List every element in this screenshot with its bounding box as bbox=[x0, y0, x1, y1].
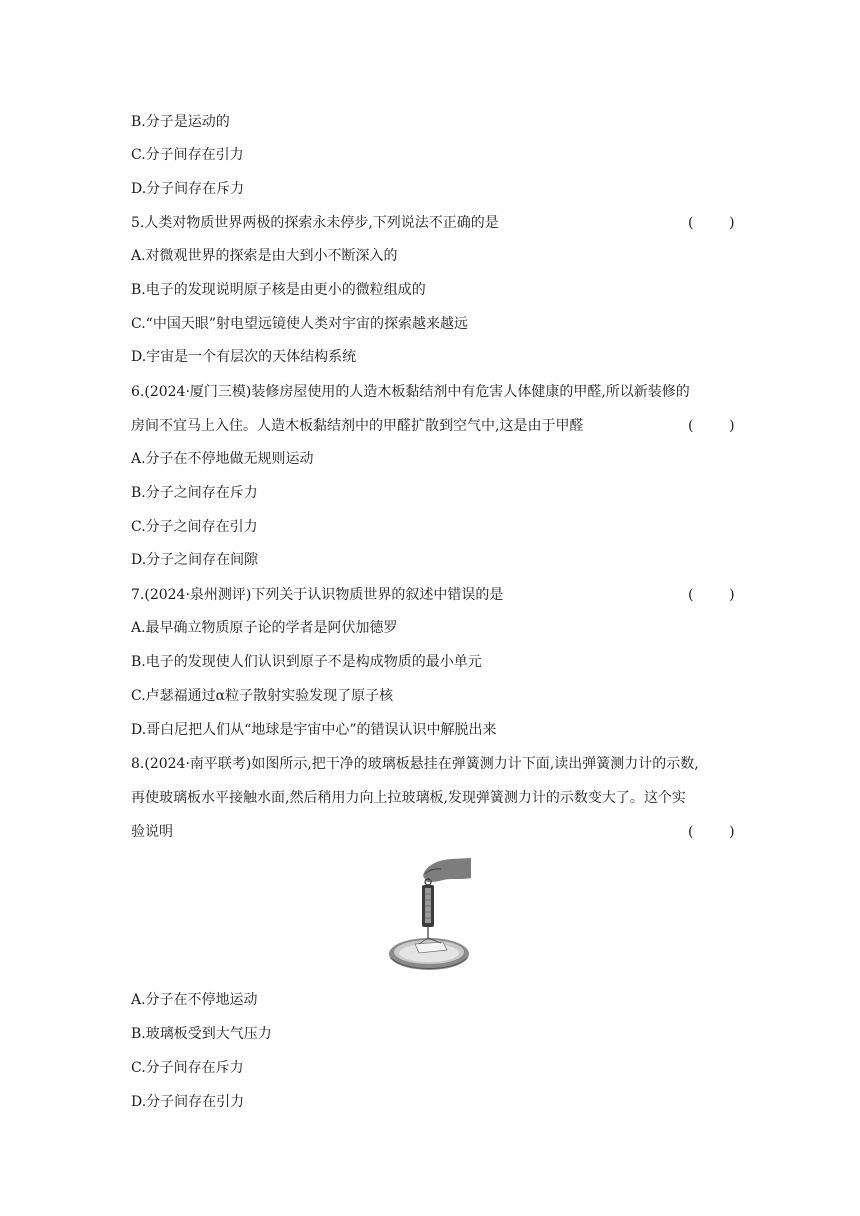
q5-option-a: A.对微观世界的探索是由大到小不断深入的 bbox=[131, 248, 398, 264]
q7-option-c: C.卢瑟福通过α粒子散射实验发现了原子核 bbox=[131, 688, 394, 704]
q6-option-b: B.分子之间存在斥力 bbox=[131, 485, 258, 501]
q8-answer-bracket: ( ) bbox=[688, 824, 735, 840]
q7-answer-bracket: ( ) bbox=[688, 587, 735, 603]
q7-option-b: B.电子的发现使人们认识到原子不是构成物质的最小单元 bbox=[131, 654, 482, 670]
q5-option-c: C.“中国天眼”射电望远镜使人类对宇宙的探索越来越远 bbox=[131, 316, 468, 332]
q6-option-d: D.分子之间存在间隙 bbox=[131, 552, 259, 568]
q5-option-b: B.电子的发现说明原子核是由更小的微粒组成的 bbox=[131, 282, 426, 298]
q8-option-b: B.玻璃板受到大气压力 bbox=[131, 1026, 272, 1042]
spring-scale-glass-plate-figure bbox=[385, 854, 475, 974]
q7-option-a: A.最早确立物质原子论的学者是阿伏加德罗 bbox=[131, 620, 398, 636]
q7-stem: 7.(2024·泉州测评)下列关于认识物质世界的叙述中错误的是 bbox=[131, 587, 504, 603]
q4-option-c: C.分子间存在引力 bbox=[131, 147, 244, 163]
q8-stem-line1: 8.(2024·南平联考)如图所示,把干净的玻璃板悬挂在弹簧测力计下面,读出弹簧测力计的示数, bbox=[131, 756, 699, 772]
q6-option-c: C.分子之间存在引力 bbox=[131, 519, 258, 535]
q6-stem-line2: 房间不宜马上入住。人造木板黏结剂中的甲醛扩散到空气中,这是由于甲醛 bbox=[131, 418, 584, 434]
q8-stem-line3: 验说明 bbox=[131, 824, 173, 840]
q8-option-d: D.分子间存在引力 bbox=[131, 1094, 245, 1110]
q8-option-a: A.分子在不停地运动 bbox=[131, 992, 258, 1008]
q5-option-d: D.宇宙是一个有层次的天体结构系统 bbox=[131, 349, 357, 365]
q7-option-d: D.哥白尼把人们从“地球是宇宙中心”的错误认识中解脱出来 bbox=[131, 722, 497, 738]
q4-option-d: D.分子间存在斥力 bbox=[131, 181, 245, 197]
q6-option-a: A.分子在不停地做无规则运动 bbox=[131, 451, 314, 467]
q6-stem-line1: 6.(2024·厦门三模)装修房屋使用的人造木板黏结剂中有危害人体健康的甲醛,所以新装修的 bbox=[131, 384, 690, 400]
q6-answer-bracket: ( ) bbox=[688, 418, 735, 434]
q8-option-c: C.分子间存在斥力 bbox=[131, 1060, 244, 1076]
q8-stem-line2: 再使玻璃板水平接触水面,然后稍用力向上拉玻璃板,发现弹簧测力计的示数变大了。这个实 bbox=[131, 790, 686, 806]
q5-answer-bracket: ( ) bbox=[688, 215, 735, 231]
q4-option-b: B.分子是运动的 bbox=[131, 114, 230, 130]
q5-stem: 5.人类对物质世界两极的探索永未停步,下列说法不正确的是 bbox=[131, 215, 499, 231]
